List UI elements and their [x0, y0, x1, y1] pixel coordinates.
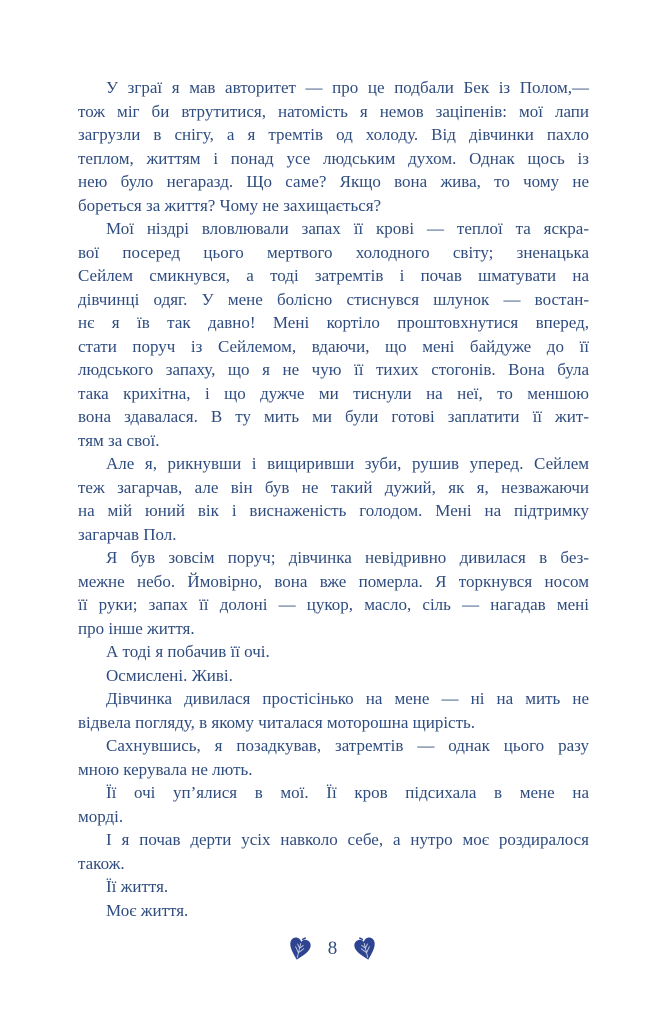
text-line: морді.	[78, 806, 124, 826]
text-line: Але я, рикнувши і вищиривши зуби, рушив уперед. Сейлем	[106, 454, 589, 473]
text-line: Сахнувшись, я позадкував, затремтів — однак цього разу	[106, 736, 589, 755]
text-line: вої посеред цього мертвого холодного світу; зненацька	[78, 242, 589, 262]
text-line: тям за свої.	[78, 430, 160, 450]
text-line: Її очі уп’ялися в мої. Її кров підсихала в мене на	[106, 783, 589, 802]
text-line: також.	[78, 853, 125, 873]
text-line: А тоді я побачив її очі.	[106, 642, 270, 661]
text-line: загрузли в снігу, а я тремтів од холоду. Від дівчинки пахло	[78, 125, 589, 144]
paragraph	[78, 899, 589, 923]
paragraph	[78, 734, 589, 781]
text-line: Осмислені. Живі.	[106, 665, 233, 685]
paragraph	[78, 452, 589, 546]
text-line: І я почав дерти усіх навколо себе, а нутро моє роздиралося	[106, 830, 589, 849]
text-line: відвела погляду, в якому читалася моторошна щирість.	[78, 712, 476, 732]
text-line: теплом, життям і понад усе людським духом. Однак щось із	[78, 148, 589, 168]
paragraph	[78, 546, 589, 640]
paragraph	[78, 781, 589, 828]
text-line: на мій юний вік і виснаженість голодом. Мені на підтримку	[78, 501, 589, 520]
page-text	[78, 76, 589, 922]
text-line: Дівчинка дивилася простісінько на мене — ні на мить не	[106, 689, 589, 708]
page-footer	[0, 936, 665, 961]
text-line: нею було негаразд. Що саме? Якщо вона жива, то чому не	[78, 172, 589, 191]
paragraph	[78, 664, 589, 688]
text-line: стати поруч із Сейлемом, вдаючи, що мені байдуже до її	[78, 336, 589, 356]
leaf-icon	[285, 934, 313, 964]
text-line: про інше життя.	[78, 618, 195, 638]
text-line: Її життя.	[106, 877, 169, 896]
text-line: У зграї я мав авторитет — про це подбали Бек із Полом,—	[106, 78, 589, 97]
text-line: Мої ніздрі вловлювали запах її крові — теплої та яскра-	[106, 219, 589, 238]
text-line: тож міг би втрутитися, натомість я немов заціпенів: мої лапи	[78, 101, 589, 121]
text-line: вона здавалася. В ту мить ми були готові заплатити її жит-	[78, 407, 589, 426]
text-line: така крихітна, і що дужче ми тиснули на неї, то меншою	[78, 383, 589, 403]
text-line: Моє життя.	[106, 900, 189, 920]
paragraph	[78, 687, 589, 734]
paragraph	[78, 76, 589, 217]
text-line: бореться за життя? Чому не захищається?	[78, 195, 382, 215]
text-line: загарчав Пол.	[78, 524, 177, 544]
text-line: Я був зовсім поруч; дівчинка невідривно дивилася в без-	[106, 548, 589, 567]
text-line: Сейлем смикнувся, а тоді затремтів і почав шматувати на	[78, 266, 589, 285]
paragraph	[78, 217, 589, 452]
leaf-icon	[352, 934, 380, 964]
text-line: межне небо. Ймовірно, вона вже померла. Я торкнувся носом	[78, 571, 589, 591]
paragraph	[78, 640, 589, 664]
text-line: дівчинці одяг. У мене болісно стиснувся шлунок — востан-	[78, 289, 589, 309]
paragraph	[78, 828, 589, 875]
page-number: 8	[327, 938, 338, 959]
text-line: її руки; запах її долоні — цукор, масло, сіль — нагадав мені	[78, 595, 589, 614]
text-line: людського запаху, що я не чую її тихих стогонів. Вона була	[78, 360, 589, 379]
paragraph	[78, 875, 589, 899]
text-line: мною керувала не лють.	[78, 759, 253, 779]
text-line: нє я їв так давно! Мені кортіло проштовхнутися вперед,	[78, 313, 589, 332]
text-line: теж загарчав, але він був не такий дужий, як я, незважаючи	[78, 477, 589, 497]
